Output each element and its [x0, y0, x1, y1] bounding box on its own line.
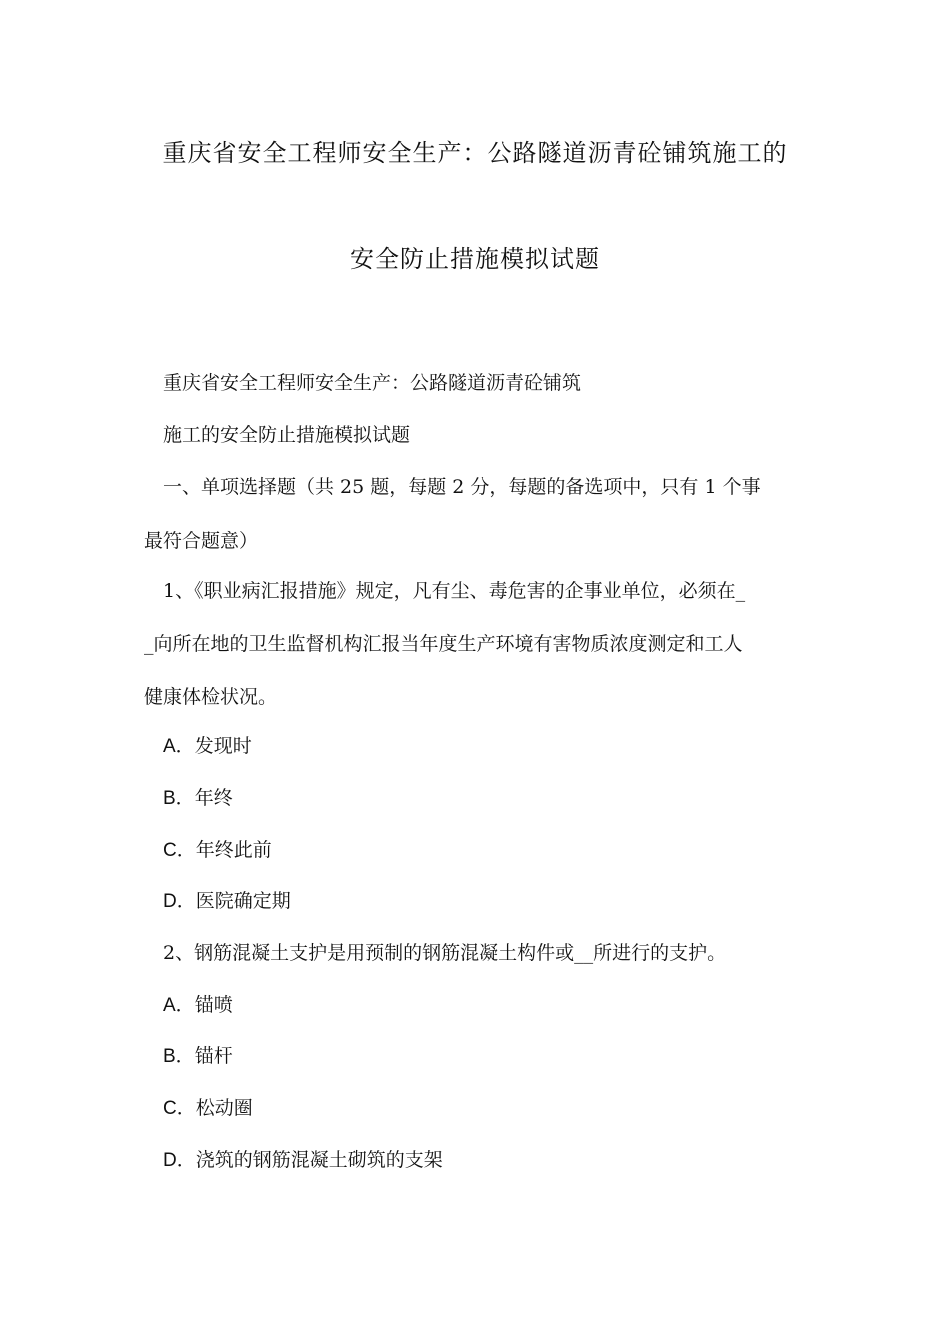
option-text: 浇筑的钢筋混凝土砌筑的支架: [195, 1149, 443, 1171]
option-text: 松动圈: [195, 1097, 253, 1119]
question-1-option-b: [163, 787, 233, 811]
question-2-option-b: [163, 1045, 233, 1069]
document-title-line-2: 安全防止措施模拟试题: [350, 245, 600, 273]
question-1-option-d: [163, 890, 291, 914]
intro-line-1: 重庆省安全工程师安全生产：公路隧道沥青砼铺筑: [163, 372, 582, 394]
question-1-line-2: _向所在地的卫生监督机构汇报当年度生产环境有害物质浓度测定和工人: [144, 633, 743, 655]
section-heading-line-2: 最符合题意）: [144, 530, 259, 552]
document-title-line-1: 重庆省安全工程师安全生产：公路隧道沥青砼铺筑施工的: [162, 139, 788, 167]
option-letter: D．: [163, 1150, 196, 1171]
question-2-option-d: [163, 1149, 443, 1173]
option-letter: C．: [163, 840, 196, 861]
intro-line-2: 施工的安全防止措施模拟试题: [163, 424, 411, 446]
option-letter: C．: [163, 1098, 196, 1119]
option-text: 锚喷: [194, 994, 233, 1016]
option-letter: D．: [163, 891, 196, 912]
option-letter: A．: [163, 995, 195, 1016]
section-heading-line-1: 一、单项选择题（共 25 题，每题 2 分，每题的备选项中，只有 1 个事: [163, 476, 761, 498]
question-2-option-c: [163, 1097, 253, 1121]
option-text: 年终此前: [195, 839, 272, 861]
question-1-line-3: 健康体检状况。: [144, 686, 278, 708]
option-text: 医院确定期: [195, 890, 291, 912]
question-2-line-1: 2、钢筋混凝土支护是用预制的钢筋混凝土构件或__所进行的支护。: [163, 942, 727, 964]
option-text: 年终: [194, 787, 233, 809]
option-text: 发现时: [194, 735, 252, 757]
option-text: 锚杆: [194, 1045, 233, 1067]
question-1-option-a: [163, 735, 252, 759]
question-1-line-1: 1、《职业病汇报措施》规定，凡有尘、毒危害的企事业单位，必须在_: [163, 580, 746, 602]
option-letter: A．: [163, 736, 195, 757]
question-2-option-a: [163, 994, 233, 1018]
question-1-option-c: [163, 839, 272, 863]
option-letter: B．: [163, 788, 195, 809]
option-letter: B．: [163, 1046, 195, 1067]
